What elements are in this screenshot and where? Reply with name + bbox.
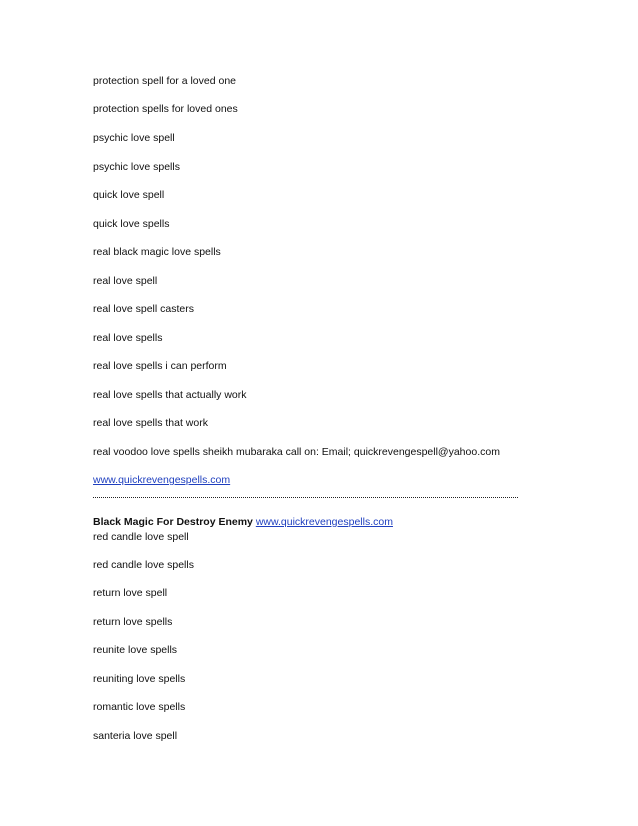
text-line: real black magic love spells	[93, 246, 221, 258]
text-line: real love spells i can perform	[93, 360, 227, 372]
text-line: real love spell casters	[93, 303, 194, 315]
heading-bold-text: Black Magic For Destroy Enemy	[93, 516, 253, 528]
text-line: protection spell for a loved one	[93, 75, 237, 87]
text-line: return love spell	[93, 587, 168, 599]
text-line: real love spells that work	[93, 417, 208, 429]
text-line: real love spell	[93, 275, 158, 287]
text-line: red candle love spell	[93, 531, 189, 543]
text-line: real voodoo love spells sheikh mubaraka call on: Email; quickrevengespell@yahoo.com	[93, 446, 500, 458]
heading-website-link[interactable]: www.quickrevengespells.com	[255, 516, 393, 528]
text-line: protection spells for loved ones	[93, 103, 238, 115]
text-line: santeria love spell	[93, 730, 178, 742]
text-line: romantic love spells	[93, 701, 186, 713]
section-heading	[93, 516, 393, 529]
text-line: reunite love spells	[93, 644, 178, 656]
text-line: real love spells	[93, 332, 163, 344]
text-line: psychic love spell	[93, 132, 175, 144]
text-line: quick love spells	[93, 218, 170, 230]
website-link[interactable]: www.quickrevengespells.com	[93, 474, 231, 486]
text-line: real love spells that actually work	[93, 389, 247, 401]
text-line: reuniting love spells	[93, 673, 186, 685]
text-line: psychic love spells	[93, 161, 180, 173]
text-line: quick love spell	[93, 189, 165, 201]
text-line: red candle love spells	[93, 559, 194, 571]
dotted-separator	[93, 493, 518, 498]
text-line: return love spells	[93, 616, 173, 628]
